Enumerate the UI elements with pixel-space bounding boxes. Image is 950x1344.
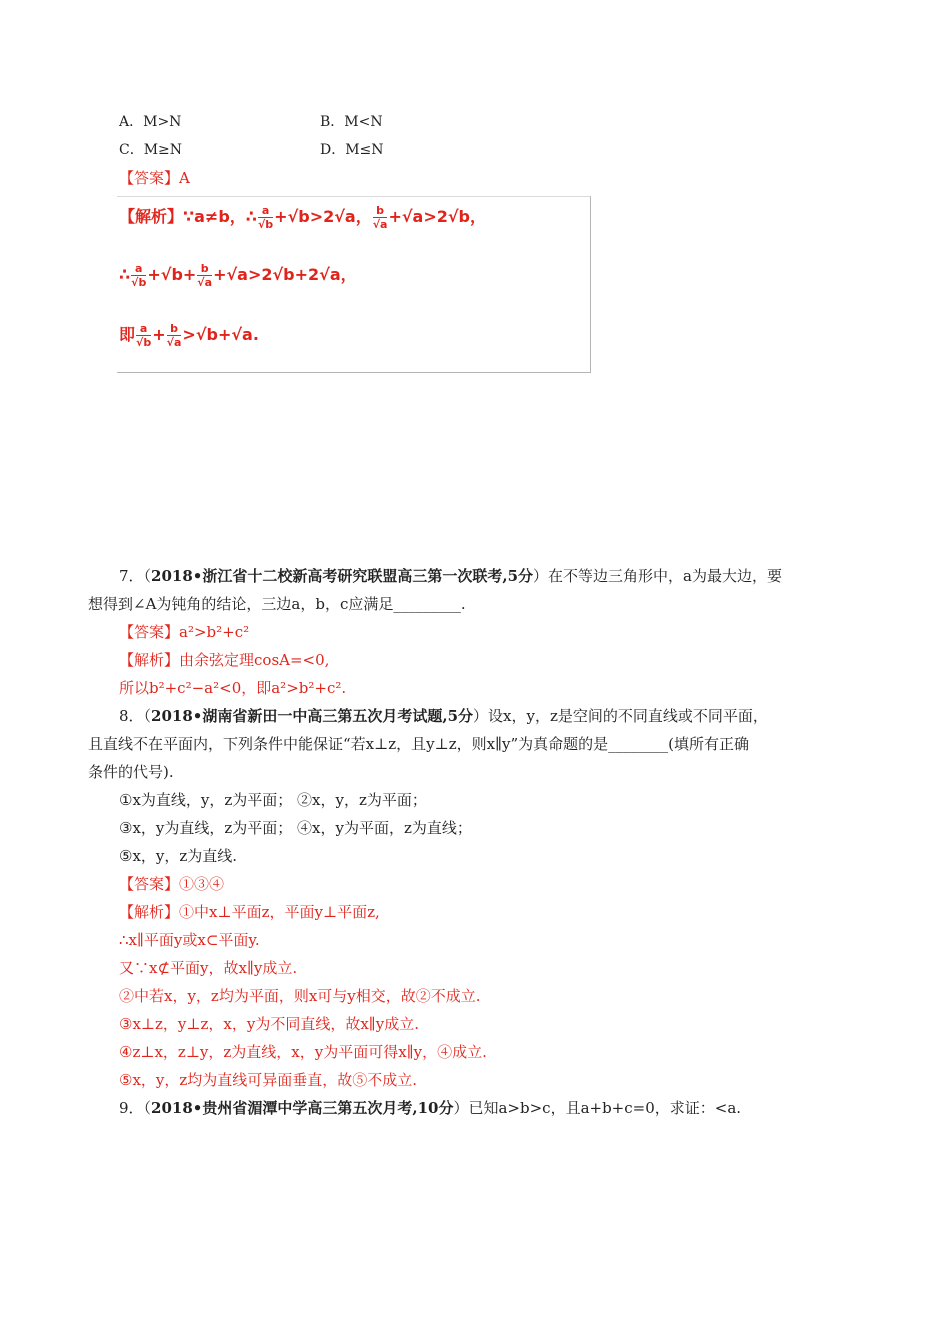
box-l1-end: +√a>2√b， [388, 207, 487, 226]
answer-value: ①③④ [179, 875, 225, 893]
option-d: D．M≤N [320, 142, 384, 158]
fraction [258, 204, 273, 231]
q7-analysis-1 [119, 650, 329, 670]
fraction [373, 204, 388, 231]
answer-6 [119, 168, 190, 188]
box-l3-pre: 即 [119, 325, 136, 344]
box-line-3 [119, 322, 259, 349]
box-l1-mid: +√b>2√a， [274, 207, 372, 226]
fraction [197, 262, 212, 289]
q7-line-1 [119, 566, 782, 586]
frac-num: a [136, 322, 151, 336]
q7-text: ）在不等边三角形中，a为最大边，要 [533, 567, 782, 585]
answer-label: 【答案】 [119, 875, 180, 893]
q8-choice-3: ⑤x，y，z为直线. [119, 847, 238, 865]
q8-answer [119, 874, 224, 894]
q8-analysis-4: ②中若x，y，z均为平面，则x可与y相交，故②不成立. [119, 987, 481, 1005]
answer-value: A [179, 169, 190, 187]
q8-line-3: 条件的代号). [88, 763, 174, 781]
fraction [167, 322, 182, 349]
q7-analysis-2: 所以b²+c²−a²<0，即a²>b²+c². [119, 679, 347, 697]
frac-den: √b [136, 336, 152, 349]
analysis-text: ①中x⊥平面z，平面y⊥平面z, [179, 903, 380, 921]
answer-label: 【答案】 [119, 623, 180, 641]
fraction [136, 322, 151, 349]
q8-source: 2018•湖南省新田一中高三第五次月考试题,5分 [151, 707, 474, 725]
option-c: C．M≥N [119, 142, 183, 158]
q8-number: 8．（ [119, 707, 152, 725]
q8-choice-2: ③x，y为直线，z为平面； ④x，y为平面，z为直线； [119, 819, 472, 837]
option-a: A．M>N [119, 114, 182, 130]
q9-source: 2018•贵州省湄潭中学高三第五次月考,10分 [151, 1099, 454, 1117]
q9-number: 9．（ [119, 1099, 152, 1117]
q8-text: ）设x，y，z是空间的不同直线或不同平面， [473, 707, 768, 725]
box-line-1 [119, 204, 486, 231]
q9-text: ）已知a>b>c，且a+b+c=0，求证：<a. [453, 1099, 742, 1117]
frac-num: b [167, 322, 182, 336]
q8-analysis-5: ③x⊥z，y⊥z，x，y为不同直线，故x∥y成立. [119, 1015, 419, 1033]
q8-analysis-7: ⑤x，y，z均为直线可异面垂直，故⑤不成立. [119, 1071, 418, 1089]
q7-line-2: 想得到∠A为钝角的结论，三边a，b，c应满足_________. [88, 595, 466, 613]
q8-analysis-1 [119, 902, 380, 922]
answer-label: 【答案】 [119, 169, 180, 187]
q8-line-2: 且直线不在平面内，下列条件中能保证“若x⊥z，且y⊥z，则x∥y”为真命题的是________(填所有正确 [88, 735, 750, 753]
answer-value: a²>b²+c² [179, 623, 250, 641]
q8-analysis-6: ④z⊥x，z⊥y，z为直线，x，y为平面可得x∥y，④成立. [119, 1043, 487, 1061]
frac-den: √b [131, 276, 147, 289]
box-l2-pre: ∴ [119, 265, 131, 284]
q7-answer [119, 622, 249, 642]
fraction [131, 262, 146, 289]
box-l2-mid: +√b+ [147, 265, 197, 284]
q8-analysis-2: ∴x∥平面y或x⊂平面y. [119, 931, 260, 949]
analysis-label: 【解析】 [119, 651, 180, 669]
frac-den: √b [257, 218, 274, 231]
q9-line-1 [119, 1098, 741, 1118]
box-l2-end: +√a>2√b+2√a， [213, 265, 357, 284]
box-line-2 [119, 262, 357, 289]
q7-source: 2018•浙江省十二校新高考研究联盟高三第一次联考,5分 [151, 567, 534, 585]
box-l3-mid: + [152, 325, 166, 344]
box-l1-pre: 【解析】∵a≠b，∴ [119, 207, 257, 226]
q7-number: 7．（ [119, 567, 152, 585]
frac-num: b [373, 204, 388, 218]
frac-den: √a [372, 218, 388, 231]
frac-den: √a [166, 336, 182, 349]
q8-line-1 [119, 706, 768, 726]
analysis-text: 由余弦定理cosA=<0, [179, 651, 330, 669]
frac-den: √a [197, 276, 213, 289]
analysis-label: 【解析】 [119, 903, 180, 921]
frac-num: b [197, 262, 212, 276]
frac-num: a [131, 262, 146, 276]
option-b: B．M<N [320, 114, 383, 130]
box-l3-end: >√b+√a. [182, 325, 259, 344]
q8-choice-1: ①x为直线，y，z为平面； ②x，y，z为平面； [119, 791, 427, 809]
frac-num: a [258, 204, 273, 218]
q8-analysis-3: 又∵x⊄平面y，故x∥y成立. [119, 959, 298, 977]
